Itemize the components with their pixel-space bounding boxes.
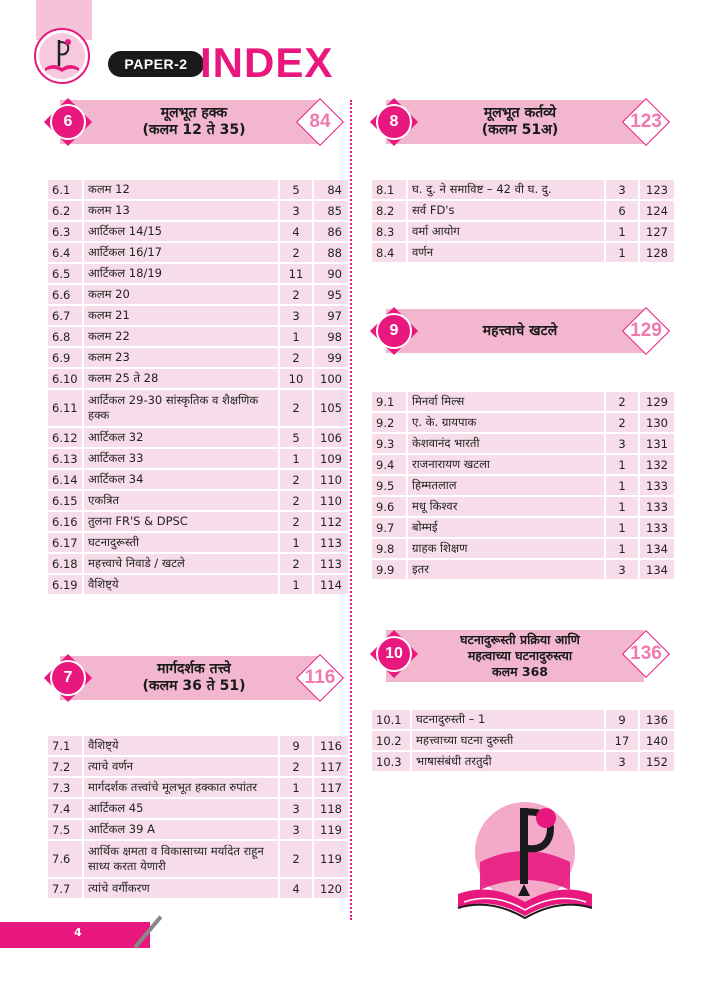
section-title: मूलभूत कर्तव्ये (कलम 51अ) [481,105,559,138]
table-row: 6.7 कलम 21 3 97 [48,306,348,325]
section-header-10 [366,624,674,686]
section-title: मार्गदर्शक तत्त्वे (कलम 36 ते 51) [142,661,246,694]
table-row: 6.18 महत्त्वाचे निवाडे / खटले 2 113 [48,554,348,573]
section-header-8 [366,94,674,150]
section-title: मूलभूत हक्क (कलम 12 ते 35) [142,105,246,138]
table-row: 9.1 मिनर्वा मिल्स 2 129 [372,392,674,411]
table-row: 8.2 सर्व FD's 6 124 [372,201,674,220]
table-row: 7.5 आर्टिकल 39 A 3 119 [48,820,348,839]
section-page-badge: 84 [292,94,348,150]
table-row: 6.10 कलम 25 ते 28 10 100 [48,369,348,388]
paper-label: PAPER-2 [108,51,204,77]
table-row: 6.19 वैशिष्ट्ये 1 114 [48,575,348,594]
page-title: INDEX [200,39,334,86]
table-row: 6.8 कलम 22 1 98 [48,327,348,346]
table-row: 7.3 मार्गदर्शक तत्त्वांचे मूलभूत हक्कात रुपांतर 1 117 [48,778,348,797]
table-row: 9.5 हिम्मतलाल 1 133 [372,476,674,495]
table-row: 9.8 ग्राहक शिक्षण 1 134 [372,539,674,558]
table-row: 8.1 घ. दु. ने समाविष्ट – 42 वी घ. दु. 3 123 [372,180,674,199]
table-row: 8.4 वर्णन 1 128 [372,243,674,262]
table-row: 6.14 आर्टिकल 34 2 110 [48,470,348,489]
table-row: 9.2 ए. के. ग्रायपाक 2 130 [372,413,674,432]
table-row: 6.15 एकत्रित 2 110 [48,491,348,510]
table-row: 7.1 वैशिष्ट्ये 9 116 [48,736,348,755]
table-row: 7.7 त्यांचे वर्गीकरण 4 120 [48,879,348,898]
section-number-badge: 10 [370,630,418,678]
section-number-badge: 7 [44,654,92,702]
section-page-badge: 116 [292,650,348,706]
table-row: 6.4 आर्टिकल 16/17 2 88 [48,243,348,262]
table-row: 10.3 भाषासंबंधी तरतुदी 3 152 [372,752,674,771]
table-row: 7.4 आर्टिकल 45 3 118 [48,799,348,818]
table-row: 7.6 आर्थिक क्षमता व विकासाच्या मर्यादेत राहून साध्य करता येणारी 2 119 [48,841,348,877]
table-row: 6.3 आर्टिकल 14/15 4 86 [48,222,348,241]
table-row: 10.2 महत्त्वाच्या घटना दुरुस्ती 17 140 [372,731,674,750]
table-row: 9.9 इतर 3 134 [372,560,674,579]
table-row: 6.11 आर्टिकल 29-30 सांस्कृतिक व शैक्षणिक हक्क 2 105 [48,390,348,426]
table-row: 6.16 तुलना FR'S & DPSC 2 112 [48,512,348,531]
table-row: 6.17 घटनादुरूस्ती 1 113 [48,533,348,552]
section-number-badge: 8 [370,98,418,146]
table-row: 9.4 राजनारायण खटला 1 132 [372,455,674,474]
section-number-badge: 9 [370,307,418,355]
index-table-8 [372,178,674,264]
section-header-9 [366,303,674,359]
index-table-7 [48,734,348,900]
table-row: 6.6 कलम 20 2 95 [48,285,348,304]
table-row: 6.1 कलम 12 5 84 [48,180,348,199]
table-row: 6.5 आर्टिकल 18/19 11 90 [48,264,348,283]
section-page-badge: 129 [618,303,674,359]
section-header-6 [40,94,348,150]
table-row: 10.1 घटनादुरुस्ती – 1 9 136 [372,710,674,729]
table-row: 9.3 केशवानंद भारती 3 131 [372,434,674,453]
table-row: 6.13 आर्टिकल 33 1 109 [48,449,348,468]
section-page-badge: 123 [618,94,674,150]
index-table-9 [372,390,674,581]
index-table-6 [48,178,348,596]
column-divider [350,100,352,920]
table-row: 6.9 कलम 23 2 99 [48,348,348,367]
publisher-logo-icon [32,26,92,86]
publisher-logo-icon [450,790,600,925]
section-page-badge: 136 [618,626,674,682]
table-row: 8.3 वर्मा आयोग 1 127 [372,222,674,241]
page-number: 4 [74,926,82,939]
section-number-badge: 6 [44,98,92,146]
table-row: 9.7 बोम्मई 1 133 [372,518,674,537]
table-row: 7.2 त्याचे वर्णन 2 117 [48,757,348,776]
section-title: घटनादुरूस्ती प्रक्रिया आणि महत्वाच्या घटनादुरुस्त्या कलम 368 [460,632,580,679]
section-header-7 [40,650,348,706]
table-row: 9.6 मधू किश्वर 1 133 [372,497,674,516]
table-row: 6.12 आर्टिकल 32 5 106 [48,428,348,447]
section-title: महत्त्वाचे खटले [482,322,558,339]
table-row: 6.2 कलम 13 3 85 [48,201,348,220]
index-table-10 [372,708,674,773]
